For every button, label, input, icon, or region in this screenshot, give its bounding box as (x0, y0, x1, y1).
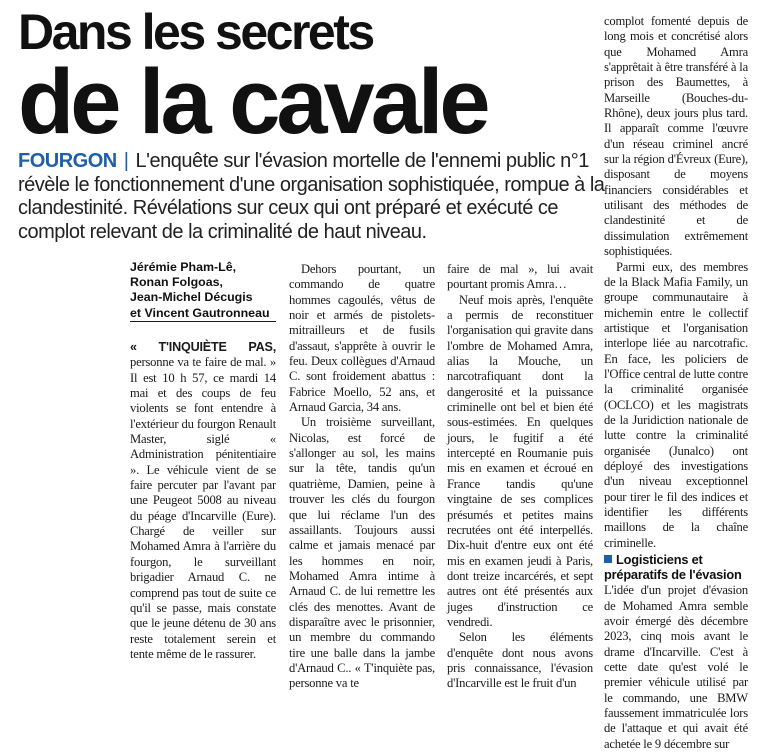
kicker-separator: | (123, 150, 129, 172)
author-bylines (130, 260, 276, 321)
article-paragraph: faire de mal », lui avait pourtant promis Amra… (447, 262, 593, 292)
article-column-2 (289, 262, 435, 692)
lead-in: « T'INQUIÈTE PAS, (130, 340, 276, 354)
subhead-text: Logisticiens et préparatifs de l'évasion (604, 552, 742, 582)
article-paragraph: complot fomenté depuis de long mois et concrétisé alors que Mohamed Amra s'apprêtait à être transféré à la prison des Baumettes, à Marseille (Bouches-du-Rhône), deux jours plus tard. Il apparaît comme l'œuvre d'un réseau criminel ancré sur la région d'Évreux (Eure), disposant de moyens financiers considérables et utilisant des méthodes de clandestinité et de dissimulation extrêmement sophistiquées. (604, 14, 748, 259)
article-column-3 (447, 262, 593, 692)
author-4: et Vincent Gautronneau (130, 305, 270, 320)
kicker-label: FOURGON (18, 150, 117, 172)
article-paragraph: Neuf mois après, l'enquête a permis de reconstituer l'organisation qui gravite dans l'ombre de Mohamed Amra, alias la Mouche, un narcotrafiquant dont la dangerosité et la puissance criminelle ont bel et bien été sous-estimées. En quelques jours, le fugitif a été intercepté en Roumanie puis mis en examen et écroué en France tandis qu'une vingtaine de ses complices présumés et petites mains recrutées ont été interpellés. Dix-huit d'entre eux ont été mis en examen jeudi à Paris, dont treize incarcérés, et sept autres ont été présentés aux juges d'instruction ce vendredi. (447, 292, 593, 629)
headline-line-2: de la cavale (18, 51, 487, 153)
article-paragraph: Parmi eux, des membres de la Black Mafia Family, un groupe communautaire à michemin entre le collectif artistique et l'organisation interlope liée au narcotrafic. En face, les policiers de l'Office central de lutte contre la criminalité organisée (OCLCO) et les magistrats de la Juridiction nationale de lutte contre la criminalité organisée (Junalco) ont déployé des investigations d'un niveau exceptionnel pour tirer le fil des indices et identifier les différents maillons de la chaîne criminelle. (604, 259, 748, 550)
paragraph-text: personne va te faire de mal. » Il est 10 h 57, ce mardi 14 mai et des coups de feu violents se font entendre à l'extérieur du fourgon Renault Master, siglé « Administration pénitentiaire ». Le véhicule vient de se faire percuter par l'avant par une Peugeot 5008 au niveau du péage d'Incarville (Eure). Chargé de veiller sur Mohamed Amra à l'arrière du fourgon, le surveillant brigadier Arnaud C. ne comprend pas tout de suite ce qu'il se passe, mais constate que le jeune détenu de 30 ans reste totalement serein et tente même de le rassurer. (130, 355, 276, 661)
author-1: Jérémie Pham-Lê, (130, 260, 237, 274)
section-subhead (604, 553, 748, 582)
article-paragraph: L'idée d'un projet d'évasion de Mohamed Amra semble avoir émergé dès décembre 2023, cinq mois avant le drame d'Incarville. C'est à cette date qu'est volé le premier véhicule utilisé par le commando, une BMW faussement immatriculée lors de l'attaque et qui avait été achetée le 9 décembre sur (604, 583, 748, 751)
standfirst (18, 150, 606, 244)
square-bullet-icon (604, 555, 612, 563)
article-column-4 (604, 14, 748, 752)
author-2: Ronan Folgoas, (130, 275, 223, 290)
article-paragraph: Un troisième surveillant, Nicolas, est forcé de s'allonger au sol, les mains sur la tête, tandis qu'un quatrième, Damien, peine à trouver les clés du fourgon que lui réclame l'un des assaillants. Toujours aussi calme et jamais menacé par les hommes en noir, Mohamed Amra intime à Arnaud C. de lui remettre les clés des menottes. Avant de disparaître avec le prisonnier, un membre du commando tire une balle dans la jambe d'Arnaud C.. « T'inquiète pas, personne va te (289, 415, 435, 691)
standfirst-text: L'enquête sur l'évasion mortelle de l'ennemi public n°1 révèle le fonctionnement d'une organisation sophistiquée, rompue à la clandestinité. Révélations sur ceux qui ont préparé et exécuté ce complot relevant de la criminalité de haut niveau. (18, 150, 605, 243)
byline-divider (130, 321, 276, 322)
headline-line-1: Dans les secrets (18, 4, 373, 60)
article-paragraph: Dehors pourtant, un commando de quatre hommes cagoulés, vêtus de noir et armés de pistolets-mitrailleurs et de fusils d'assaut, s'apprête à ouvrir le feu. Deux collègues d'Arnaud C. sont froidement abattus : Fabrice Moello, 52 ans, et Arnaud Garcia, 34 ans. (289, 262, 435, 415)
author-3: Jean-Michel Décugis (130, 290, 253, 305)
article-paragraph: Selon les éléments d'enquête dont nous avons pris connaissance, l'évasion d'Incarville est le fruit d'un (447, 630, 593, 691)
